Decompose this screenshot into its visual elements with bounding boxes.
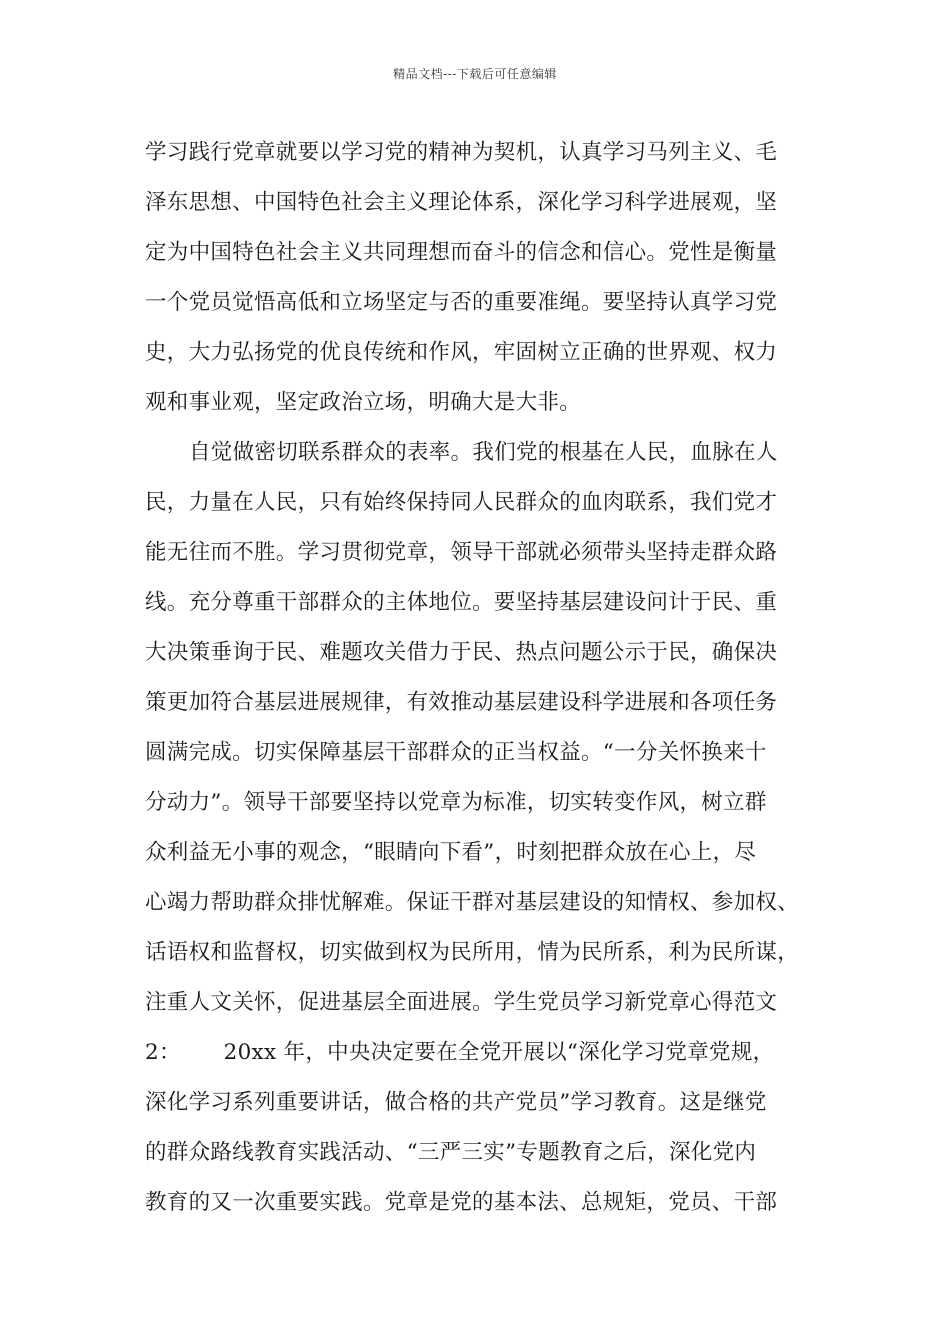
text-line: 众利益无小事的观念，“眼睛向下看”，时刻把群众放在心上，尽 <box>145 840 757 865</box>
text-line: 策更加符合基层进展规律，有效推动基层建设科学进展和各项任务 <box>145 690 778 715</box>
text-line: 的群众路线教育实践活动、“三严三实”专题教育之后，深化党内 <box>145 1140 757 1165</box>
text-line: 一个党员觉悟高低和立场坚定与否的重要准绳。要坚持认真学习党 <box>145 290 778 315</box>
text-line: 观和事业观，坚定政治立场，明确大是大非。 <box>145 390 582 415</box>
text-line: 民，力量在人民，只有始终保持同人民群众的血肉联系，我们党才 <box>145 490 778 515</box>
page-header: 精品文档---下载后可任意编辑 <box>393 67 557 81</box>
text-line: 教育的又一次重要实践。党章是党的基本法、总规矩，党员、干部 <box>145 1190 778 1215</box>
text-line: 史，大力弘扬党的优良传统和作风，牢固树立正确的世界观、权力 <box>145 340 778 365</box>
text-line: 泽东思想、中国特色社会主义理论体系，深化学习科学进展观，坚 <box>145 190 778 215</box>
text-line: 注重人文关怀，促进基层全面进展。学生党员学习新党章心得范文 <box>145 990 778 1015</box>
text-line: 心竭力帮助群众排忧解难。保证干群对基层建设的知情权、参加权、 <box>145 890 800 915</box>
body-text <box>145 128 835 1228</box>
text-line: 能无往而不胜。学习贯彻党章，领导干部就必须带头坚持走群众路 <box>145 540 778 565</box>
text-line: 大决策垂询于民、难题攻关借力于民、热点问题公示于民，确保决 <box>145 640 778 665</box>
text-line: 学习践行党章就要以学习党的精神为契机，认真学习马列主义、毛 <box>145 140 778 165</box>
paragraph-start-line: 自觉做密切联系群众的表率。我们党的根基在人民，血脉在人 <box>189 440 778 465</box>
text-line: 话语权和监督权，切实做到权为民所用，情为民所系，利为民所谋， <box>145 940 800 965</box>
text-line: 定为中国特色社会主义共同理想而奋斗的信念和信心。党性是衡量 <box>145 240 778 265</box>
text-line: 线。充分尊重干部群众的主体地位。要坚持基层建设问计于民、重 <box>145 590 778 615</box>
text-line: 2： 20xx 年，中央决定要在全党开展以“深化学习党章党规， <box>145 1040 775 1065</box>
text-line: 分动力”。领导干部要坚持以党章为标准，切实转变作风，树立群 <box>145 790 767 815</box>
text-line: 深化学习系列重要讲话，做合格的共产党员”学习教育。这是继党 <box>145 1090 767 1115</box>
text-line: 圆满完成。切实保障基层干部群众的正当权益。“一分关怀换来十 <box>145 740 767 765</box>
